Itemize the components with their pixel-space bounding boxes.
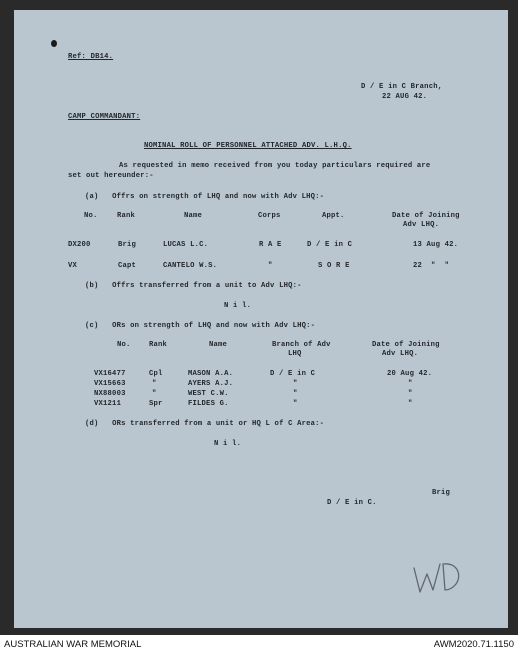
corps: " <box>268 262 273 270</box>
person-name: MASON A.A. <box>188 370 234 378</box>
section-c-heading: (c) ORs on strength of LHQ and now with Adv LHQ:- <box>85 322 316 330</box>
column-header-adv-lhq: Adv LHQ. <box>403 221 440 229</box>
column-header-name: Name <box>209 341 228 349</box>
person-name: WEST C.W. <box>188 390 229 398</box>
section-a-heading: (a) Offrs on strength of LHQ and now with Adv LHQ:- <box>85 193 325 201</box>
service-number: NX88003 <box>94 390 126 398</box>
section-d-value: N i l. <box>214 440 242 448</box>
joining-date: " <box>408 380 413 388</box>
section-b-value: N i l. <box>224 302 252 310</box>
person-name: FILDES G. <box>188 400 229 408</box>
sender-branch: D / E in C Branch, <box>361 83 443 91</box>
recipient: CAMP COMMANDANT: <box>68 113 141 121</box>
service-number: VX <box>68 262 78 270</box>
service-number: VX15663 <box>94 380 126 388</box>
branch: " <box>293 380 298 388</box>
footer-institution: AUSTRALIAN WAR MEMORIAL <box>4 639 142 650</box>
person-name: CANTELO W.S. <box>163 262 218 270</box>
branch: D / E in C <box>270 370 316 378</box>
joining-date: 20 Aug 42. <box>387 370 433 378</box>
person-name: AYERS A.J. <box>188 380 234 388</box>
punch-hole <box>51 40 57 47</box>
joining-date: " <box>408 390 413 398</box>
document-page <box>14 10 508 628</box>
memo-date: 22 AUG 42. <box>382 93 428 101</box>
column-header-date: Date of Joining <box>392 212 460 220</box>
signature-rank: Brig <box>432 489 451 497</box>
column-header-rank: Rank <box>149 341 168 349</box>
section-d-heading: (d) ORs transferred from a unit or HQ L of C Area:- <box>85 420 325 428</box>
column-header-no: No. <box>117 341 131 349</box>
column-header-adv-lhq: Adv LHQ. <box>382 350 419 358</box>
column-header-branch: Branch of Adv <box>272 341 331 349</box>
rank: Spr <box>149 400 163 408</box>
column-header-no: No. <box>84 212 98 220</box>
signature-title: D / E in C. <box>327 499 377 507</box>
column-header-rank: Rank <box>117 212 136 220</box>
column-header-name: Name <box>184 212 203 220</box>
intro-line-2: set out hereunder:- <box>68 172 154 180</box>
document-title: NOMINAL ROLL OF PERSONNEL ATTACHED ADV. L.H.Q. <box>144 142 352 150</box>
rank: Capt <box>118 262 137 270</box>
column-header-corps: Corps <box>258 212 281 220</box>
rank: " <box>152 380 157 388</box>
person-name: LUCAS L.C. <box>163 241 209 249</box>
joining-date: 22 " " <box>413 262 450 270</box>
rank: Brig <box>118 241 137 249</box>
column-header-lhq: LHQ <box>288 350 302 358</box>
rank: Cpl <box>149 370 163 378</box>
reference-number: Ref: DB14. <box>68 53 114 61</box>
footer-accession-number: AWM2020.71.1150 <box>433 639 514 650</box>
handwritten-initials <box>410 558 464 600</box>
section-b-heading: (b) Offrs transferred from a unit to Adv LHQ:- <box>85 282 302 290</box>
appointment: D / E in C <box>307 241 353 249</box>
column-header-appt: Appt. <box>322 212 345 220</box>
corps: R A E <box>259 241 282 249</box>
service-number: VX1211 <box>94 400 122 408</box>
service-number: VX16477 <box>94 370 126 378</box>
branch: " <box>293 390 298 398</box>
appointment: S O R E <box>318 262 350 270</box>
joining-date: 13 Aug 42. <box>413 241 459 249</box>
joining-date: " <box>408 400 413 408</box>
column-header-date: Date of Joining <box>372 341 440 349</box>
branch: " <box>293 400 298 408</box>
rank: " <box>152 390 157 398</box>
intro-line-1: As requested in memo received from you today particulars required are <box>119 162 431 170</box>
service-number: DX200 <box>68 241 91 249</box>
